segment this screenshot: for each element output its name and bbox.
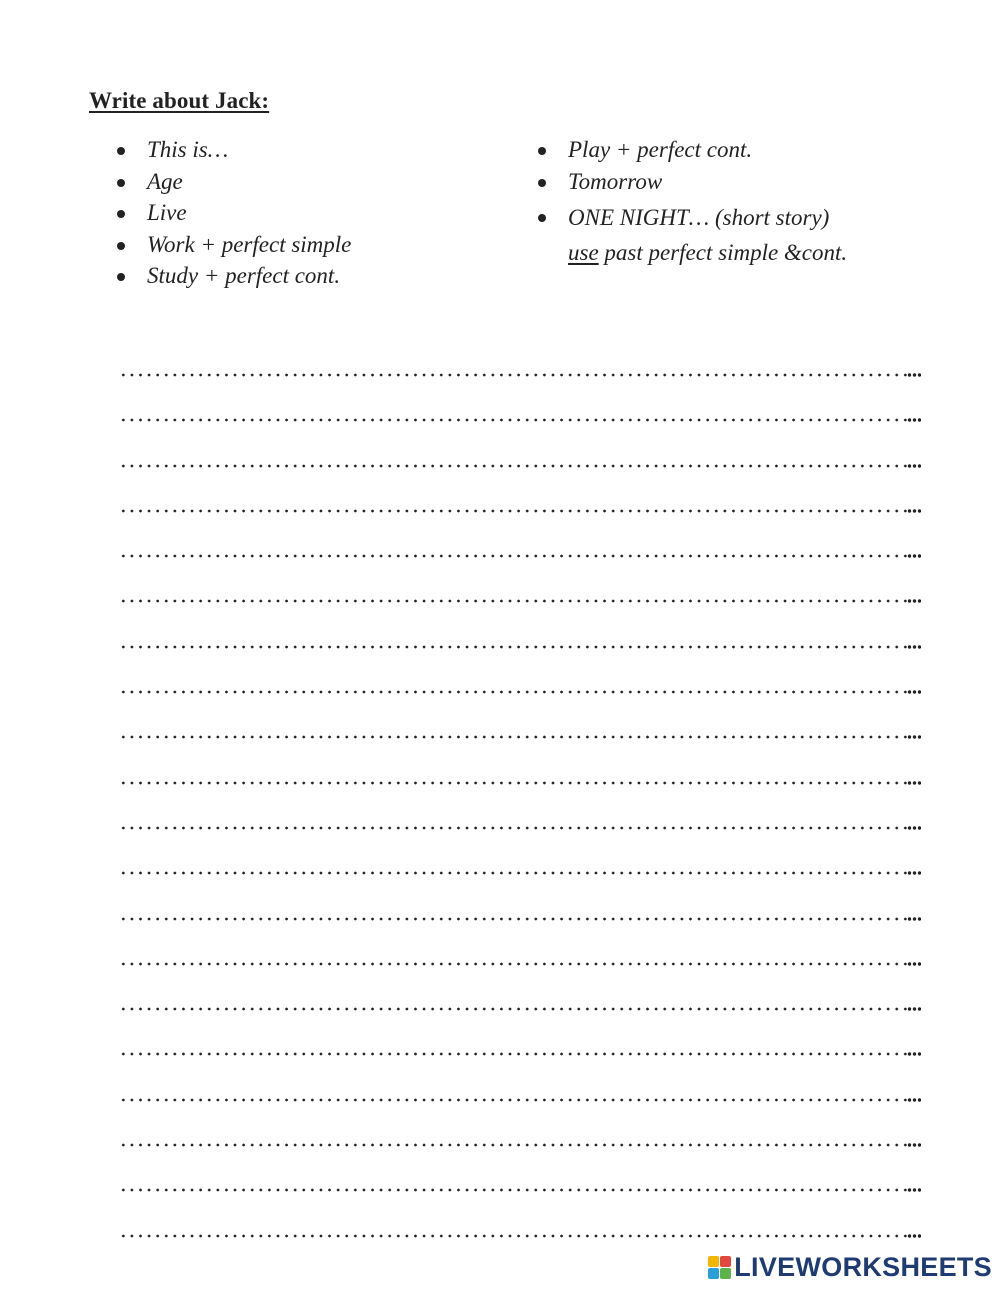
writing-line[interactable]: [119, 1002, 921, 1047]
dotted-rule: [119, 1047, 907, 1061]
writing-area[interactable]: [119, 368, 921, 1274]
prompt-item: Play + perfect cont.: [538, 137, 847, 163]
story-prompt-item: [538, 200, 847, 270]
writing-line[interactable]: [119, 1138, 921, 1183]
writing-line[interactable]: [119, 413, 921, 458]
dotted-rule-end: [907, 640, 921, 654]
story-prompt-line2: past perfect simple &cont.: [598, 240, 848, 265]
writing-line[interactable]: [119, 459, 921, 504]
prompt-list-left: [117, 137, 351, 295]
dotted-rule-end: [907, 413, 921, 427]
dotted-rule: [119, 459, 907, 473]
dotted-rule-end: [907, 866, 921, 880]
dotted-rule: [119, 685, 907, 699]
writing-line[interactable]: [119, 821, 921, 866]
dotted-rule-end: [907, 821, 921, 835]
dotted-rule: [119, 957, 907, 971]
dotted-rule-end: [907, 1183, 921, 1197]
writing-line[interactable]: [119, 594, 921, 639]
dotted-rule-end: [907, 1002, 921, 1016]
writing-line[interactable]: [119, 504, 921, 549]
writing-line[interactable]: [119, 368, 921, 413]
prompt-item: Work + perfect simple: [117, 232, 351, 258]
dotted-rule: [119, 368, 907, 382]
dotted-rule: [119, 776, 907, 790]
dotted-rule: [119, 640, 907, 654]
dotted-rule-end: [907, 685, 921, 699]
dotted-rule-end: [907, 504, 921, 518]
dotted-rule: [119, 594, 907, 608]
prompt-item: This is…: [117, 137, 351, 163]
story-prompt-use-word: use: [568, 240, 599, 265]
dotted-rule: [119, 866, 907, 880]
writing-line[interactable]: [119, 1183, 921, 1228]
dotted-rule-end: [907, 957, 921, 971]
dotted-rule: [119, 413, 907, 427]
dotted-rule-end: [907, 459, 921, 473]
writing-line[interactable]: [119, 1093, 921, 1138]
dotted-rule-end: [907, 776, 921, 790]
dotted-rule-end: [907, 1093, 921, 1107]
writing-line[interactable]: [119, 549, 921, 594]
dotted-rule: [119, 1229, 907, 1243]
dotted-rule-end: [907, 549, 921, 563]
dotted-rule: [119, 912, 907, 926]
story-prompt-line1: ONE NIGHT… (short story): [568, 205, 830, 230]
prompt-item: Live: [117, 200, 351, 226]
dotted-rule-end: [907, 368, 921, 382]
writing-line[interactable]: [119, 685, 921, 730]
dotted-rule: [119, 730, 907, 744]
dotted-rule: [119, 504, 907, 518]
dotted-rule: [119, 1002, 907, 1016]
dotted-rule-end: [907, 912, 921, 926]
brand-name: LIVEWORKSHEETS: [734, 1252, 992, 1282]
dotted-rule: [119, 821, 907, 835]
dotted-rule-end: [907, 730, 921, 744]
writing-line[interactable]: [119, 776, 921, 821]
dotted-rule: [119, 1138, 907, 1152]
writing-line[interactable]: [119, 640, 921, 685]
page-title: Write about Jack:: [89, 88, 270, 113]
dotted-rule-end: [907, 1229, 921, 1243]
dotted-rule: [119, 1183, 907, 1197]
brand-watermark: [708, 1252, 992, 1283]
liveworksheets-logo-icon: [708, 1256, 731, 1279]
writing-line[interactable]: [119, 912, 921, 957]
writing-line[interactable]: [119, 730, 921, 775]
prompt-item: Study + perfect cont.: [117, 263, 351, 289]
dotted-rule-end: [907, 1138, 921, 1152]
dotted-rule: [119, 1093, 907, 1107]
dotted-rule-end: [907, 594, 921, 608]
dotted-rule-end: [907, 1047, 921, 1061]
prompt-item: Age: [117, 169, 351, 195]
prompt-list-right: [538, 137, 847, 276]
prompt-item: Tomorrow: [538, 169, 847, 195]
writing-line[interactable]: [119, 957, 921, 1002]
dotted-rule: [119, 549, 907, 563]
writing-line[interactable]: [119, 866, 921, 911]
writing-line[interactable]: [119, 1047, 921, 1092]
